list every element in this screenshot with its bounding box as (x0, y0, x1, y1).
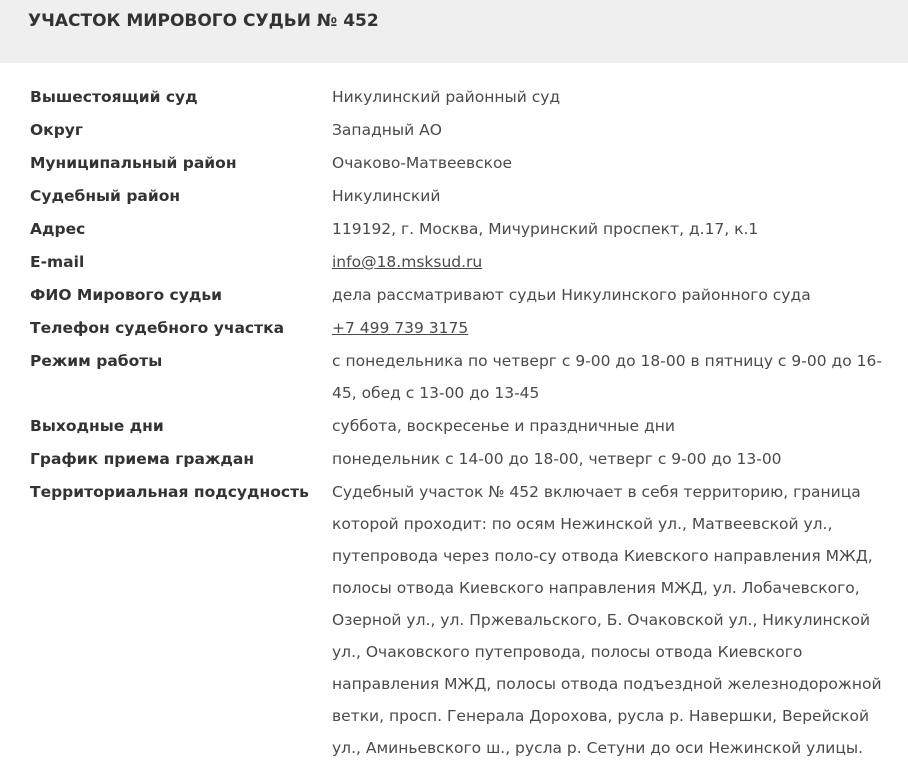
row-value (332, 311, 890, 344)
row-value: Судебный участок № 452 включает в себя территорию, граница которой проходит: по осям Нежинской ул., Матвеевской ул., путепровода через поло-су отвода Киевского направления МЖД, полосы отвода Киевского направления МЖД, ул. Лобачевского, Озерной ул., ул. Пржевальского, Б. Очаковской ул., Никулинской ул., Очаковского путепровода, полосы отвода Киевского направления МЖД, полосы отвода подъездной железнодорожной ветки, просп. Генерала Дорохова, русла р. Навершки, Верейской ул., Аминьевского ш., русла р. Сетуни до оси Нежинской улицы. (332, 483, 882, 757)
email-link[interactable]: info@18.msksud.ru (332, 253, 483, 271)
page-title: УЧАСТОК МИРОВОГО СУДЬИ № 452 (28, 11, 379, 31)
info-row-judicial-district (30, 179, 890, 212)
info-row-municipal-district (30, 146, 890, 179)
info-row-superior-court (30, 80, 890, 113)
row-value: Никулинский (332, 187, 441, 205)
row-label: E-mail (30, 253, 85, 271)
row-value (332, 245, 890, 278)
row-value: дела рассматривают судьи Никулинского районного суда (332, 286, 811, 304)
page-header (0, 0, 908, 63)
info-row-email (30, 245, 890, 278)
row-label: Округ (30, 121, 83, 139)
row-label: Муниципальный район (30, 154, 237, 172)
info-row-reception-schedule (30, 442, 890, 475)
row-value: с понедельника по четверг с 9-00 до 18-00 в пятницу с 9-00 до 16-45, обед с 13-00 до 13-45 (332, 352, 882, 402)
info-row-judge-name (30, 278, 890, 311)
phone-link[interactable]: +7 499 739 3175 (332, 319, 469, 337)
row-label: График приема граждан (30, 450, 255, 468)
row-label: Режим работы (30, 352, 163, 370)
row-label: Вышестоящий суд (30, 88, 198, 106)
court-info-table (30, 80, 890, 764)
row-label: Судебный район (30, 187, 181, 205)
row-label: Телефон судебного участка (30, 319, 285, 337)
info-row-working-hours (30, 344, 890, 409)
info-row-district (30, 113, 890, 146)
info-row-days-off (30, 409, 890, 442)
info-row-territorial-jurisdiction (30, 475, 890, 764)
row-label: Выходные дни (30, 417, 164, 435)
row-value: понедельник с 14-00 до 18-00, четверг с 9-00 до 13-00 (332, 450, 782, 468)
row-value: Очаково-Матвеевское (332, 154, 513, 172)
info-row-phone (30, 311, 890, 344)
row-label: Адрес (30, 220, 86, 238)
row-value: Западный АО (332, 121, 442, 139)
row-value: Никулинский районный суд (332, 88, 561, 106)
row-value: 119192, г. Москва, Мичуринский проспект, д.17, к.1 (332, 220, 759, 238)
row-label: Территориальная подсудность (30, 483, 309, 501)
info-row-address (30, 212, 890, 245)
row-value: суббота, воскресенье и праздничные дни (332, 417, 675, 435)
row-label: ФИО Мирового судьи (30, 286, 223, 304)
